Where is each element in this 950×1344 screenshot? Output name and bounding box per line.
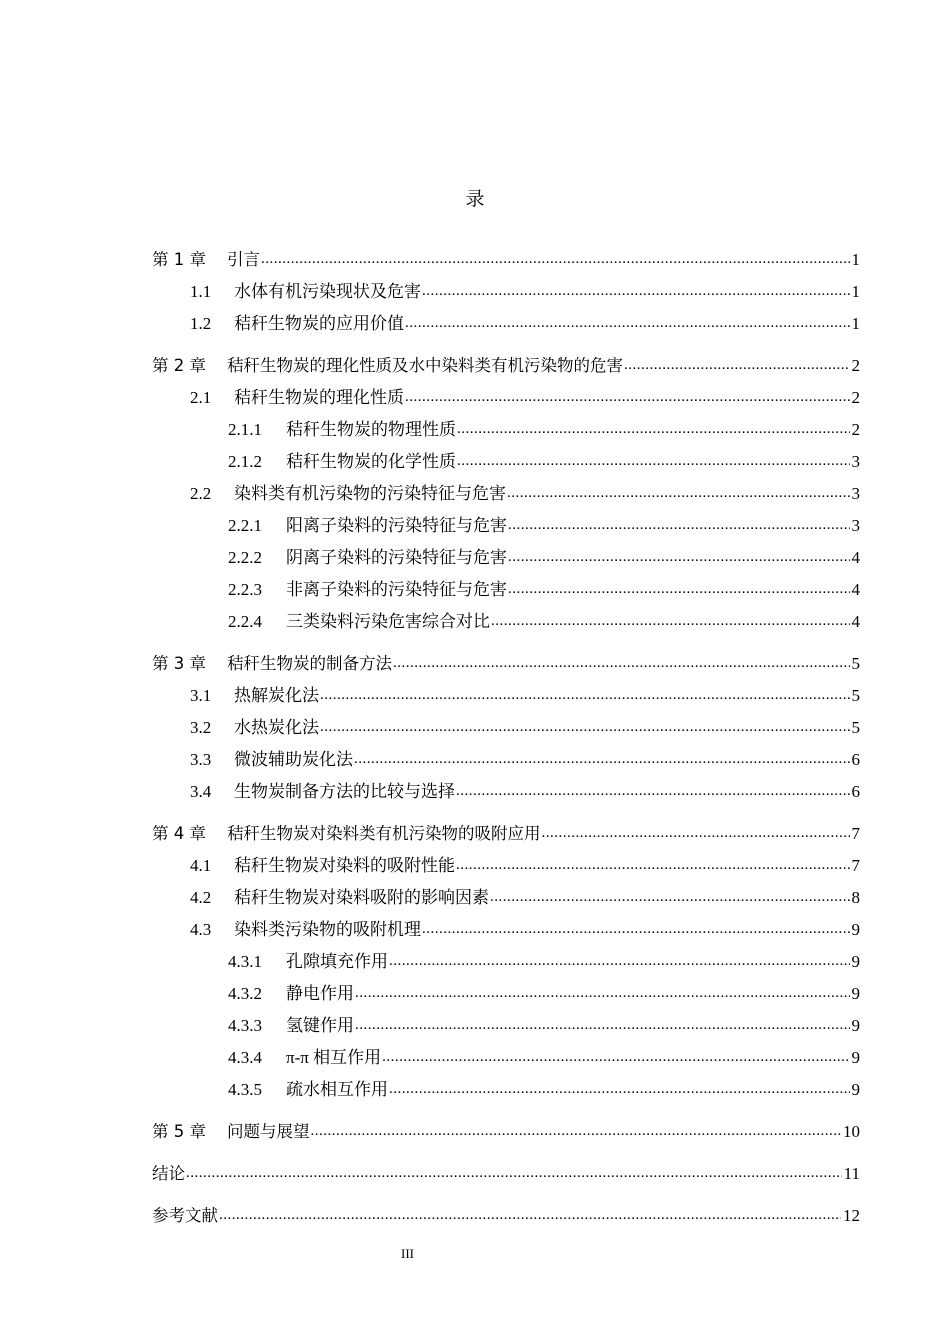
toc-number: 2.1.1 — [228, 420, 262, 439]
toc-page: 6 — [851, 750, 860, 769]
toc-text: 参考文献 — [152, 1206, 218, 1225]
leader-dots — [261, 246, 850, 271]
toc-section-3-1[interactable] — [152, 684, 860, 716]
toc-number: 4.1 — [190, 856, 212, 875]
leader-dots — [389, 948, 850, 973]
toc-page: 10 — [843, 1122, 860, 1141]
toc-subsection-2-2-4[interactable] — [152, 610, 860, 642]
toc-number: 4.3.2 — [228, 984, 262, 1003]
leader-dots — [186, 1160, 842, 1185]
leader-dots — [491, 608, 850, 633]
toc-number: 3.4 — [190, 782, 212, 801]
toc-text: 秸秆生物炭的应用价值 — [234, 314, 404, 333]
toc-section-3-2[interactable] — [152, 716, 860, 748]
leader-dots — [508, 576, 850, 601]
toc-number: 第 2 章 — [152, 356, 206, 375]
toc-number: 3.2 — [190, 718, 212, 737]
toc-subsection-2-2-1[interactable] — [152, 514, 860, 546]
leader-dots — [311, 1118, 842, 1143]
toc-number: 第 1 章 — [152, 250, 206, 269]
toc-number: 4.2 — [190, 888, 212, 907]
leader-dots — [457, 448, 850, 473]
leader-dots — [507, 480, 850, 505]
toc-chapter-1[interactable] — [152, 248, 860, 280]
toc-number: 2.2.3 — [228, 580, 262, 599]
toc-page: 1 — [851, 282, 860, 301]
toc-text: 水热炭化法 — [234, 718, 319, 737]
toc-subsection-2-1-2[interactable] — [152, 450, 860, 482]
toc-page: 3 — [851, 452, 860, 471]
leader-dots — [422, 916, 850, 941]
toc-text: 秸秆生物炭对染料吸附的影响因素 — [234, 888, 489, 907]
toc-number: 2.2.2 — [228, 548, 262, 567]
leader-dots — [456, 778, 850, 803]
toc-number: 第 3 章 — [152, 654, 206, 673]
toc-text: 引言 — [227, 250, 260, 269]
leader-dots — [389, 1076, 850, 1101]
toc-text: 三类染料污染危害综合对比 — [286, 612, 490, 631]
toc-page: 4 — [851, 548, 860, 567]
toc-section-3-4[interactable] — [152, 780, 860, 812]
toc-number: 4.3.3 — [228, 1016, 262, 1035]
toc-number: 2.1.2 — [228, 452, 262, 471]
toc-section-1-1[interactable] — [152, 280, 860, 312]
toc-text: 秸秆生物炭的化学性质 — [286, 452, 456, 471]
toc-text: 染料类有机污染物的污染特征与危害 — [234, 484, 506, 503]
toc-subsection-4-3-1[interactable] — [152, 950, 860, 982]
toc-section-2-1[interactable] — [152, 386, 860, 418]
toc-page: 1 — [851, 314, 860, 333]
toc-page: 9 — [851, 984, 860, 1003]
page-title: 录 — [465, 188, 485, 210]
toc-page: 3 — [851, 516, 860, 535]
toc-page: 12 — [843, 1206, 860, 1225]
toc-page: 8 — [851, 888, 860, 907]
toc-text: 静电作用 — [286, 984, 354, 1003]
toc-page: 11 — [843, 1164, 860, 1183]
toc-number: 第 5 章 — [152, 1122, 206, 1141]
toc-page: 6 — [851, 782, 860, 801]
toc-section-2-2[interactable] — [152, 482, 860, 514]
leader-dots — [354, 746, 850, 771]
toc-text: 秸秆生物炭的物理性质 — [286, 420, 456, 439]
toc-text: 阳离子染料的污染特征与危害 — [286, 516, 507, 535]
toc-subsection-2-1-1[interactable] — [152, 418, 860, 450]
table-of-contents — [152, 248, 860, 1236]
leader-dots — [457, 416, 850, 441]
leader-dots — [219, 1202, 841, 1227]
leader-dots — [508, 544, 850, 569]
toc-subsection-4-3-2[interactable] — [152, 982, 860, 1014]
toc-text: 水体有机污染现状及危害 — [234, 282, 421, 301]
leader-dots — [382, 1044, 849, 1069]
toc-text: 氢键作用 — [286, 1016, 354, 1035]
toc-text: 秸秆生物炭的理化性质 — [234, 388, 404, 407]
toc-page: 9 — [851, 1048, 860, 1067]
page-number-footer: III — [401, 1246, 414, 1261]
toc-subsection-4-3-5[interactable] — [152, 1078, 860, 1110]
toc-page: 9 — [851, 1080, 860, 1099]
leader-dots — [355, 1012, 850, 1037]
toc-chapter-3[interactable] — [152, 652, 860, 684]
toc-number: 3.1 — [190, 686, 212, 705]
leader-dots — [624, 352, 850, 377]
toc-number: 1.1 — [190, 282, 212, 301]
toc-chapter-5[interactable] — [152, 1120, 860, 1152]
toc-page: 7 — [851, 856, 860, 875]
leader-dots — [405, 310, 850, 335]
toc-page: 5 — [851, 654, 860, 673]
toc-number: 2.2.4 — [228, 612, 262, 631]
toc-text: π-π 相互作用 — [286, 1048, 382, 1067]
toc-number: 4.3.5 — [228, 1080, 262, 1099]
toc-text: 生物炭制备方法的比较与选择 — [234, 782, 455, 801]
toc-page: 2 — [851, 420, 860, 439]
toc-number: 4.3.4 — [228, 1048, 262, 1067]
leader-dots — [490, 884, 850, 909]
toc-number: 4.3 — [190, 920, 212, 939]
toc-page: 3 — [851, 484, 860, 503]
toc-page: 2 — [851, 388, 860, 407]
leader-dots — [320, 682, 850, 707]
toc-page: 1 — [851, 250, 860, 269]
toc-text: 染料类污染物的吸附机理 — [234, 920, 421, 939]
toc-page: 9 — [851, 1016, 860, 1035]
toc-text: 秸秆生物炭对染料类有机污染物的吸附应用 — [227, 824, 541, 843]
leader-dots — [320, 714, 850, 739]
toc-section-4-3[interactable] — [152, 918, 860, 950]
toc-text: 问题与展望 — [227, 1122, 310, 1141]
toc-page: 4 — [851, 580, 860, 599]
leader-dots — [405, 384, 850, 409]
toc-subsection-2-2-3[interactable] — [152, 578, 860, 610]
leader-dots — [456, 852, 850, 877]
toc-page: 5 — [851, 686, 860, 705]
toc-references[interactable] — [152, 1204, 860, 1236]
toc-number: 第 4 章 — [152, 824, 206, 843]
toc-number: 2.1 — [190, 388, 212, 407]
toc-page: 9 — [851, 952, 860, 971]
toc-text: 秸秆生物炭对染料的吸附性能 — [234, 856, 455, 875]
leader-dots — [355, 980, 850, 1005]
toc-text: 结论 — [152, 1164, 185, 1183]
toc-text: 微波辅助炭化法 — [234, 750, 353, 769]
toc-section-3-3[interactable] — [152, 748, 860, 780]
toc-text: 阴离子染料的污染特征与危害 — [286, 548, 507, 567]
toc-text: 孔隙填充作用 — [286, 952, 388, 971]
toc-text: 秸秆生物炭的制备方法 — [227, 654, 392, 673]
toc-section-1-2[interactable] — [152, 312, 860, 344]
toc-section-4-2[interactable] — [152, 886, 860, 918]
toc-text: 疏水相互作用 — [286, 1080, 388, 1099]
toc-subsection-2-2-2[interactable] — [152, 546, 860, 578]
leader-dots — [422, 278, 850, 303]
toc-page: 4 — [851, 612, 860, 631]
toc-number: 2.2.1 — [228, 516, 262, 535]
toc-page: 9 — [851, 920, 860, 939]
leader-dots — [542, 820, 850, 845]
toc-page: 2 — [851, 356, 860, 375]
toc-number: 2.2 — [190, 484, 212, 503]
toc-page: 5 — [851, 718, 860, 737]
toc-section-4-1[interactable] — [152, 854, 860, 886]
toc-number: 4.3.1 — [228, 952, 262, 971]
toc-text: 非离子染料的污染特征与危害 — [286, 580, 507, 599]
toc-chapter-4[interactable] — [152, 822, 860, 854]
toc-subsection-4-3-3[interactable] — [152, 1014, 860, 1046]
toc-number: 3.3 — [190, 750, 212, 769]
toc-text: 热解炭化法 — [234, 686, 319, 705]
toc-text: 秸秆生物炭的理化性质及水中染料类有机污染物的危害 — [227, 356, 623, 375]
leader-dots — [508, 512, 850, 537]
toc-number: 1.2 — [190, 314, 212, 333]
toc-subsection-4-3-4[interactable] — [152, 1046, 860, 1078]
leader-dots — [393, 650, 850, 675]
toc-chapter-2[interactable] — [152, 354, 860, 386]
toc-conclusion[interactable] — [152, 1162, 860, 1194]
toc-page: 7 — [851, 824, 860, 843]
